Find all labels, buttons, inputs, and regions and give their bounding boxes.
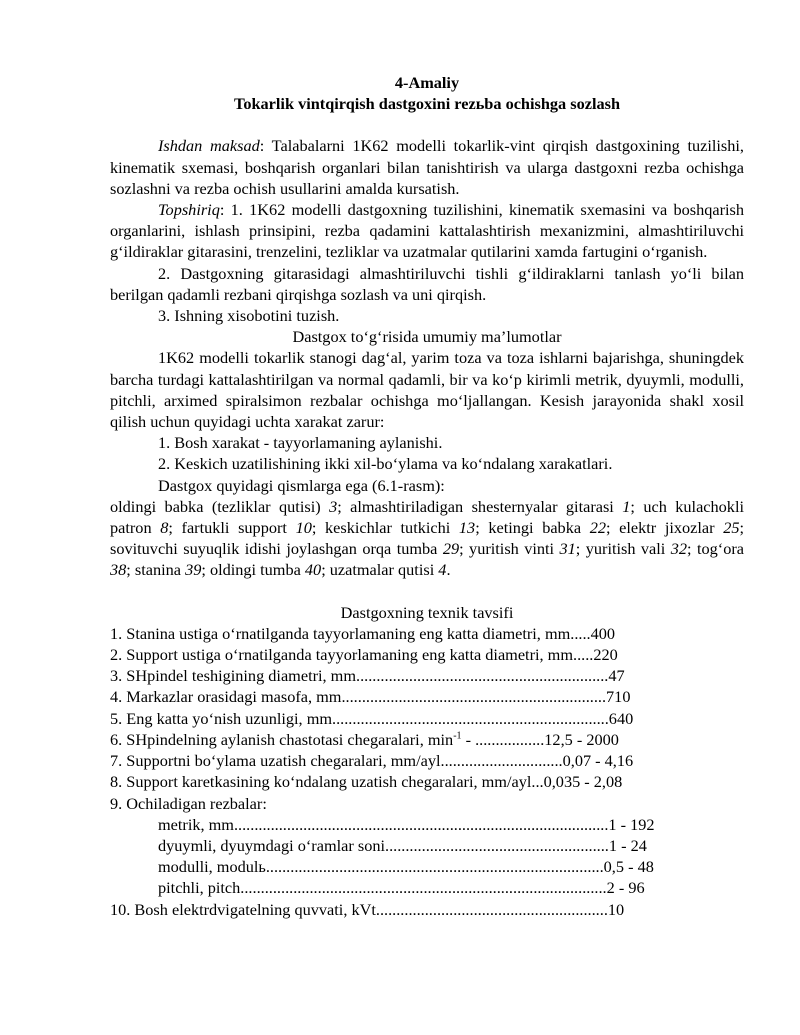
page-subtitle: Tokarlik vintqirqish dastgoxini rezьba ochishga sozlash (233, 94, 621, 114)
part-number: 8 (160, 518, 169, 538)
document-page (110, 72, 744, 920)
general-heading: Dastgox to‘g‘risida umumiy ma’lumotlar (292, 327, 562, 347)
part-name: oldingi babka (tezliklar qutisi) (110, 496, 330, 516)
part-number: 3 (329, 496, 338, 516)
task-item-2: 2. Dastgoxning gitarasidagi almashtiriluvchi tishli g‘ildiraklarni tanlash yo‘li bilan berilgan qadamli rezbani qirqishga sozlash va uni qirqish. (110, 263, 744, 304)
spec-line-6-value: - .................12,5 - 2000 (461, 729, 619, 749)
task-paragraph-1 (110, 199, 744, 263)
goal-text: : Talabalarni 1K62 modelli tokarlik-vint qirqish dastgoxining tuzilishi, kinematik sxemasi, boshqarish organlari bilan tanishtirish va ularga dastgoxni rezba ochishga sozlashni va rezba ochish usullarini amalda kursatish. (110, 136, 744, 198)
motion-1: 1. Bosh xarakat - tayyorlamaning aylanishi. (158, 433, 443, 453)
spec-line-6-text: 6. SHpindelning aylanish chastotasi chegaralari, min (110, 729, 454, 749)
spacer (110, 581, 744, 602)
task-item-3: 3. Ishning xisobotini tuzish. (158, 306, 340, 326)
spec-line-9: 9. Ochiladigan rezbalar: (110, 793, 267, 813)
spacer (110, 114, 744, 135)
part-name: ; yuritish vali (575, 539, 671, 559)
parts-end: . (446, 560, 451, 580)
page-title: 4-Amaliy (394, 73, 460, 92)
part-number: 39 (185, 560, 202, 580)
spec-line-8: 8. Support karetkasining ko‘ndalang uzatish chegaralari, mm/ayl...0,035 - 2,08 (110, 772, 623, 792)
part-name: ; keskichlar tutkichi (311, 518, 459, 538)
part-number: 38 (110, 560, 127, 580)
part-number: 32 (670, 539, 688, 559)
goal-label: Ishdan maksad (158, 136, 260, 156)
parts-list (110, 496, 744, 581)
general-paragraph: 1K62 modelli tokarlik stanogi dag‘al, yarim toza va toza ishlarni bajarishga, shuningdek barcha turdagi kattalashtirilgan va normal qadamli, bir va ko‘p kirimli metrik, dyuymli, modulli, pitchli, arximed spiralsimon rezbalar ochishga mo‘ljallangan. Kesish jarayonida shakl xosil qilish uchun quyidagi uchta xarakat zarur: (110, 348, 744, 432)
task-item-1: : 1. 1K62 modelli dastgoxning tuzilishini, kinematik sxemasini va boshqarish organlarini, ishlash prinsipini, rezba qadamini kattalashtirish mexanizmini, almashtiriluvchi g‘ildiraklar gitarasini, trenzelini, tezliklar va uzatmalar qutilarini xamda fartugini o‘rganish. (110, 200, 744, 262)
spec-line-1: 1. Stanina ustiga o‘rnatilganda tayyorlamaning eng katta diametri, mm.....400 (110, 623, 616, 643)
part-name: ; almashtiriladigan shesternyalar gitarasi (337, 496, 623, 516)
thread-inch: dyuymli, dyuymdagi o‘ramlar soni.......................................................1 - 24 (158, 835, 647, 855)
thread-pitch: pitchli, pitch..........................................................................................2 - 96 (158, 878, 645, 898)
spec-line-2: 2. Support ustiga o‘rnatilganda tayyorlamaning eng katta diametri, mm.....220 (110, 645, 618, 665)
motion-2: 2. Keskich uzatilishining ikki xil-bo‘ylama va ko‘ndalang xarakatlari. (158, 454, 613, 474)
part-number: 31 (559, 539, 576, 559)
part-number: 29 (442, 539, 460, 559)
part-name: ; sovituvchi suyuqlik idishi joylashgan orqa tumba (110, 518, 744, 559)
part-name: ; uch kulachokli patron (110, 496, 744, 538)
part-name: ; elektr jixozlar (605, 518, 724, 538)
spec-line-10: 10. Bosh elektrdvigatelning quvvati, kVt.........................................................10 (110, 899, 625, 919)
part-name: ; uzatmalar qutisi (321, 560, 439, 580)
part-number: 13 (458, 518, 476, 538)
part-name: ; ketingi babka (475, 518, 590, 538)
specs-heading: Dastgoxning texnik tavsifi (340, 602, 514, 622)
part-name: ; stanina (126, 560, 186, 580)
part-name: ; yuritish vinti (459, 539, 560, 559)
spec-line-7: 7. Supportni bo‘ylama uzatish chegaralari, mm/ayl..............................0,07 - 4,16 (110, 751, 634, 771)
part-number: 40 (304, 560, 322, 580)
part-name: ; tog‘ora (687, 539, 745, 559)
task-label: Topshiriq (158, 200, 220, 220)
part-name: ; fartukli support (168, 518, 296, 538)
part-number: 22 (589, 518, 606, 538)
goal-paragraph (110, 135, 744, 199)
part-number: 25 (723, 518, 740, 538)
spec-line-6 (110, 729, 744, 750)
parts-intro: Dastgox quyidagi qismlarga ega (6.1-rasm): (158, 475, 445, 495)
spec-line-6-exponent: -1 (453, 730, 462, 742)
spec-line-3: 3. SHpindel teshigining diametri, mm..............................................................47 (110, 666, 625, 686)
part-number: 4 (438, 560, 447, 580)
part-number: 1 (622, 496, 631, 516)
thread-metric: metrik, mm............................................................................................1 - 192 (158, 814, 655, 834)
part-number: 10 (295, 518, 312, 538)
spec-line-5: 5. Eng katta yo‘nish uzunligi, mm....................................................................640 (110, 708, 634, 728)
part-name: ; oldingi tumba (201, 560, 305, 580)
spec-line-4: 4. Markazlar orasidagi masofa, mm.................................................................710 (110, 687, 631, 707)
thread-modular: modulli, modulь...................................................................................0,5 - 48 (158, 857, 654, 877)
